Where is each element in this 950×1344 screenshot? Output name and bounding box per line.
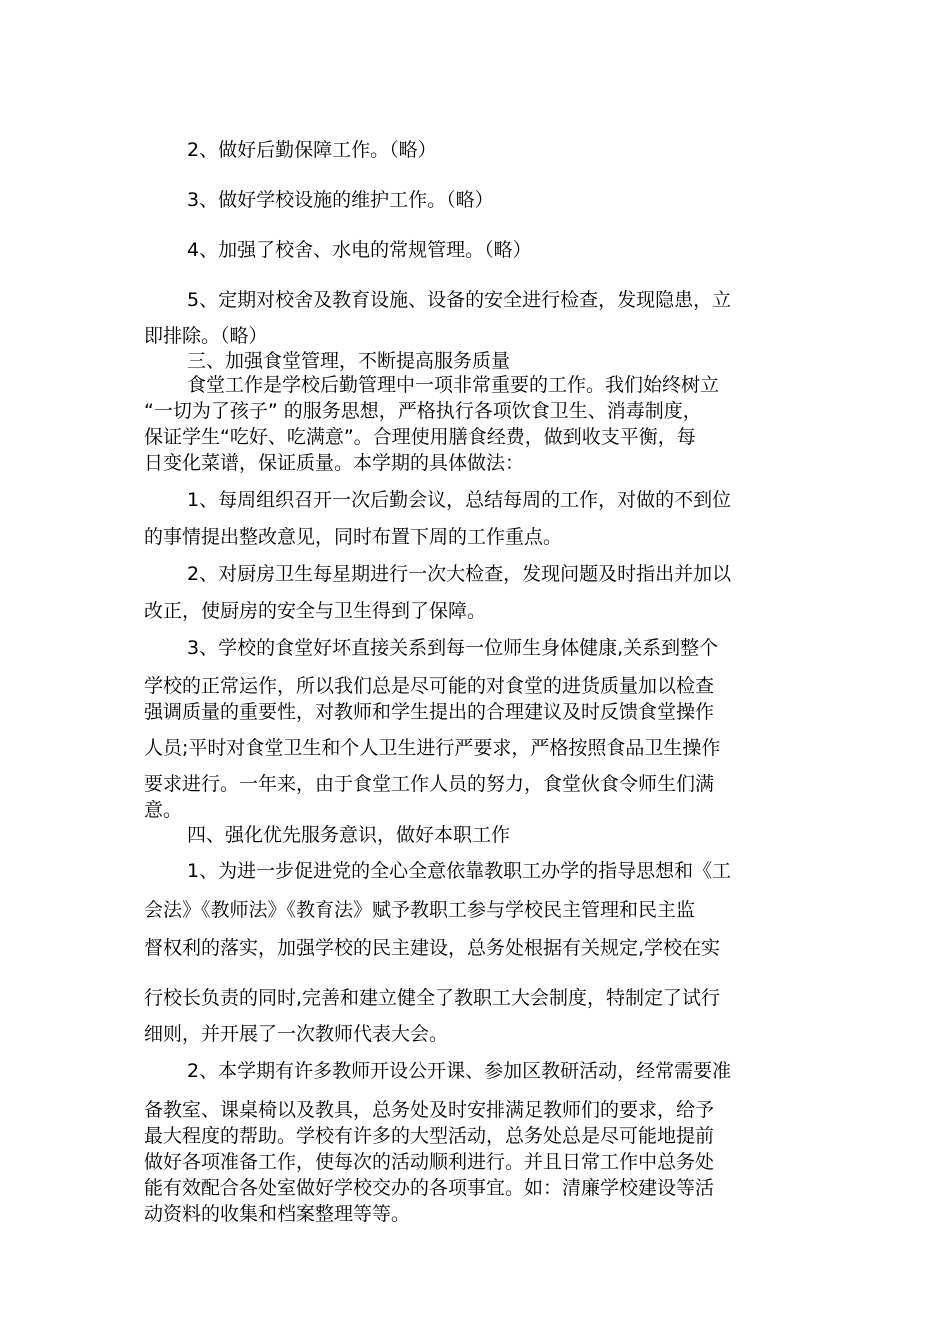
- paragraph-line: 行校长负责的同时,完善和建立健全了教职工大会制度，特制定了试行: [144, 987, 721, 1009]
- paragraph-line: 要求进行。一年来，由于食堂工作人员的努力，食堂伙食令师生们满: [144, 773, 715, 795]
- section-heading-4: 四、强化优先服务意识，做好本职工作: [187, 824, 511, 846]
- paragraph-line: 细则，并开展了一次教师代表大会。: [144, 1023, 449, 1045]
- paragraph-line: “一切为了孩子” 的服务思想，严格执行各项饮食卫生、消毒制度，: [144, 400, 702, 422]
- paragraph-line: 日变化菜谱，保证质量。本学期的具体做法：: [144, 452, 525, 474]
- paragraph-line: 备教室、课桌椅以及教具，总务处及时安排满足教师们的要求，给予: [144, 1099, 715, 1121]
- section-heading-3: 三、加强食堂管理，不断提高服务质量: [187, 350, 511, 372]
- paragraph-line: 2、对厨房卫生每星期进行一次大检查，发现问题及时指出并加以: [187, 563, 732, 585]
- paragraph-line: 1、每周组织召开一次后勤会议，总结每周的工作，对做的不到位: [187, 489, 732, 511]
- list-item-4: 4、加强了校舍、水电的常规管理。（略）: [187, 239, 532, 261]
- paragraph-line: 动资料的收集和档案整理等等。: [144, 1203, 411, 1225]
- paragraph-line: 能有效配合各处室做好学校交办的各项事宜。如：清廉学校建设等活: [144, 1177, 715, 1199]
- paragraph-line: 的事情提出整改意见，同时布置下周的工作重点。: [144, 526, 563, 548]
- paragraph-line: 改正，使厨房的安全与卫生得到了保障。: [144, 600, 487, 622]
- paragraph-line: 3、学校的食堂好坏直接关系到每一位师生身体健康,关系到整个: [187, 637, 719, 659]
- paragraph-line: 食堂工作是学校后勤管理中一项非常重要的工作。我们始终树立: [187, 374, 720, 396]
- paragraph-line: 督权利的落实，加强学校的民主建设，总务处根据有关规定,学校在实: [144, 937, 721, 959]
- list-item-5-line-1: 5、定期对校舍及教育设施、设备的安全进行检查，发现隐患，立: [187, 289, 732, 311]
- paragraph-line: 学校的正常运作，所以我们总是尽可能的对食堂的进货质量加以检查: [144, 675, 715, 697]
- paragraph-line: 保证学生“吃好、吃满意”。合理使用膳食经费，做到收支平衡，每: [144, 426, 696, 448]
- paragraph-line: 最大程度的帮助。学校有许多的大型活动，总务处总是尽可能地提前: [144, 1125, 715, 1147]
- paragraph-line: 2、本学期有许多教师开设公开课、参加区教研活动，经常需要准: [187, 1060, 732, 1082]
- list-item-3: 3、做好学校设施的维护工作。（略）: [187, 189, 494, 211]
- paragraph-line: 强调质量的重要性，对教师和学生提出的合理建议及时反馈食堂操作: [144, 701, 715, 723]
- paragraph-line: 意。: [144, 799, 183, 821]
- list-item-2: 2、做好后勤保障工作。（略）: [187, 139, 437, 161]
- paragraph-line: 1、为进一步促进党的全心全意依靠教职工办学的指导思想和《工: [187, 860, 732, 882]
- paragraph-line: 做好各项准备工作，使每次的活动顺利进行。并且日常工作中总务处: [144, 1151, 715, 1173]
- paragraph-line: 人员;平时对食堂卫生和个人卫生进行严要求，严格按照食品卫生操作: [144, 737, 721, 759]
- list-item-5-line-2: 即排除。（略）: [144, 325, 268, 347]
- paragraph-line: 会法》《教师法》《教育法》赋予教职工参与学校民主管理和民主监: [144, 899, 696, 921]
